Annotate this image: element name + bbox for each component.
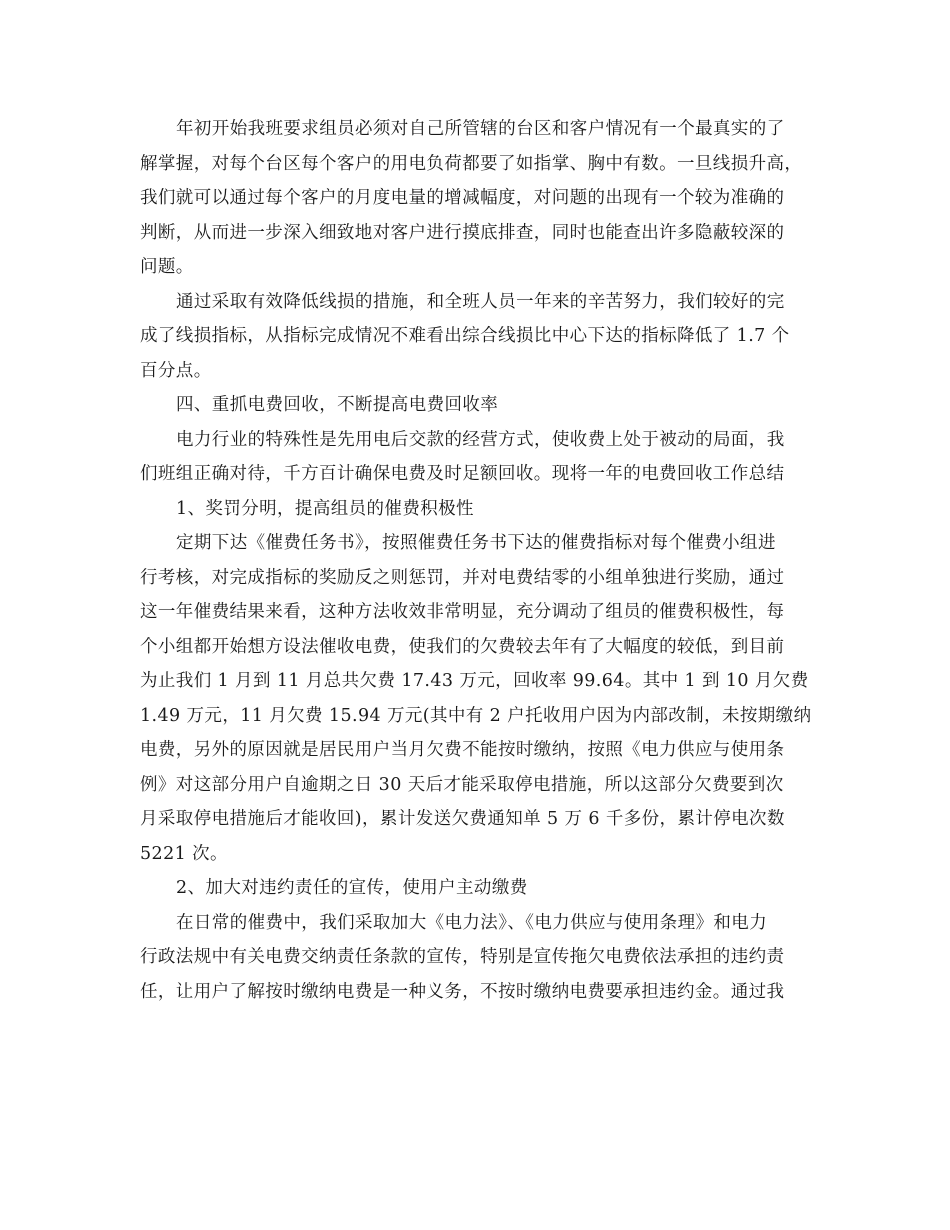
text-line: 行政法规中有关电费交纳责任条款的宣传，特别是宣传拖欠电费依法承担的违约责: [140, 947, 785, 967]
text-line: 年初开始我班要求组员必须对自己所管辖的台区和客户情况有一个最真实的了: [176, 119, 785, 139]
text-line: 个小组都开始想方设法催收电费，使我们的欠费较去年有了大幅度的较低，到目前: [140, 636, 785, 657]
text-line: 这一年催费结果来看，这种方法收效非常明显，充分调动了组员的催费积极性，每: [140, 602, 785, 622]
text-line: 定期下达《催费任务书》，按照催费任务书下达的催费指标对每个催费小组进: [176, 533, 776, 553]
document-page: [140, 112, 814, 1009]
subsection-heading: 1、奖罚分明，提高组员的催费积极性: [176, 498, 474, 519]
text-line: 电力行业的特殊性是先用电后交款的经营方式，使收费上处于被动的局面，我: [176, 429, 785, 450]
text-line: 们班组正确对待，千方百计确保电费及时足额回收。现将一年的电费回收工作总结: [140, 464, 785, 484]
section-heading: 四、重抓电费回收，不断提高电费回收率: [176, 395, 499, 415]
text-line: 例》对这部分用户自逾期之日 30 天后才能采取停电措施，所以这部分欠费要到次: [140, 774, 784, 795]
text-line: 任，让用户了解按时缴纳电费是一种义务，不按时缴纳电费要承担违约金。通过我: [140, 981, 785, 1002]
text-line: 百分点。: [140, 360, 212, 381]
text-line: 解掌握，对每个台区每个客户的用电负荷都要了如指掌、胸中有数。一旦线损升高，: [140, 153, 803, 174]
text-line: 通过采取有效降低线损的措施，和全班人员一年来的辛苦努力，我们较好的完: [176, 291, 785, 312]
text-line: 我们就可以通过每个客户的月度电量的增减幅度，对问题的出现有一个较为准确的: [140, 188, 785, 208]
text-line: 判断，从而进一步深入细致地对客户进行摸底排查，同时也能查出许多隐蔽较深的: [140, 222, 785, 243]
text-line: 问题。: [140, 257, 194, 277]
subsection-heading: 2、加大对违约责任的宣传，使用户主动缴费: [176, 878, 528, 898]
text-line: 在日常的催费中，我们采取加大《电力法》、《电力供应与使用条理》和电力: [176, 912, 768, 933]
text-line: 1.49 万元，11 月欠费 15.94 万元(其中有 2 户托收用户因为内部改制，未按期缴纳: [140, 705, 812, 726]
text-line: 5221 次。: [140, 843, 228, 864]
text-line: 行考核，对完成指标的奖励反之则惩罚，并对电费结零的小组单独进行奖励，通过: [140, 567, 785, 588]
text-line: 电费，另外的原因就是居民用户当月欠费不能按时缴纳，按照《电力供应与使用条: [140, 740, 785, 760]
text-line: 为止我们 1 月到 11 月总共欠费 17.43 万元，回收率 99.64。其中 1 到 10 月欠费: [140, 671, 809, 691]
text-line: 成了线损指标，从指标完成情况不难看出综合线损比中心下达的指标降低了 1.7 个: [140, 326, 790, 346]
text-line: 月采取停电措施后才能收回)，累计发送欠费通知单 5 万 6 千多份，累计停电次数: [140, 809, 785, 829]
